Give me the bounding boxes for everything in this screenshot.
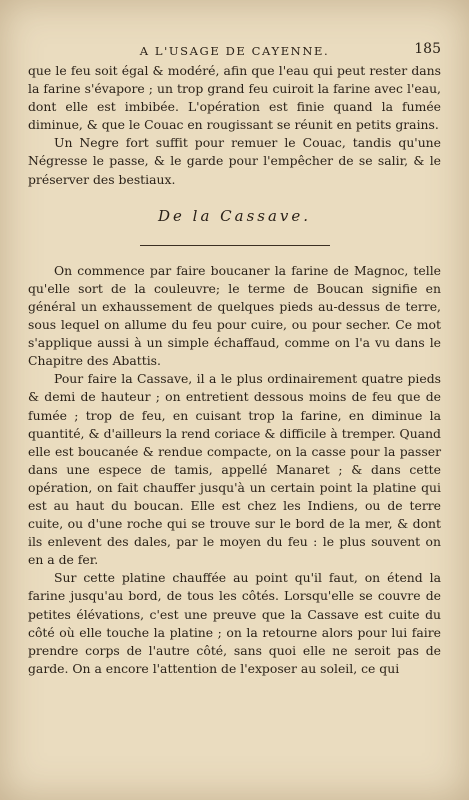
- running-title: A L'USAGE DE CAYENNE.: [139, 44, 330, 58]
- page-number: 185: [414, 41, 441, 57]
- paragraph: Pour faire la Cassave, il a le plus ordinairement quatre pieds & demi de hauteur ; on entretient dessous moins de feu que de fumée ; trop de feu, en cuisant trop la farine, en diminue la quantité, & d'ailleurs la rend coriace & difficile à tremper. Quand elle est boucanée & rendue compacte, on la casse pour la passer dans une espece de tamis, appellé Manaret ; & dans cette opération, on fait chauffer jusqu'à un certain point la platine qui est au haut du boucan. Elle est chez les Indiens, ou de terre cuite, ou d'une roche qui se trouve sur le bord de la mer, & dont ils enlevent des dales, par le moyen du feu : le plus souvent on en a de fer.: [28, 371, 441, 568]
- paragraph: On commence par faire boucaner la farine de Magnoc, telle qu'elle sort de la couleuvre; le terme de Boucan signifie en général un exhaussement de quelques pieds au-dessus de terre, sous lequel on allume du feu pour cuire, ou pour secher. Ce mot s'applique aussi à un simple échaffaud, comme on l'a vu dans le Chapitre des Abattis.: [28, 262, 441, 369]
- paragraph: Sur cette platine chauffée au point qu'il faut, on étend la farine jusqu'au bord, de tous les côtés. Lorsqu'elle se couvre de petites élévations, c'est une preuve que la Cassave est cuite du côté où elle touche la platine ; on la retourne alors pour lui faire prendre corps de l'autre côté, sans quoi elle ne seroit pas de garde. On a encore l'attention de l'exposer au soleil, ce qui: [28, 570, 441, 676]
- section-title: De la Cassave.: [157, 206, 312, 225]
- running-header: [28, 42, 441, 60]
- title-underline: [140, 245, 330, 246]
- page-content: [28, 42, 441, 678]
- paragraph: que le feu soit égal & modéré, afin que l'eau qui peut rester dans la farine s'évapore ; un trop grand feu cuiroit la farine avec l'eau, dont elle est imbibée. L'opération est finie quand la fumée diminue, & que le Couac en rougissant se réunit en petits grains.: [28, 63, 441, 133]
- paragraph: Un Negre fort suffit pour remuer le Couac, tandis qu'une Négresse le passe, & le garde pour l'empêcher de se salir, & le préserver des bestiaux.: [28, 135, 441, 187]
